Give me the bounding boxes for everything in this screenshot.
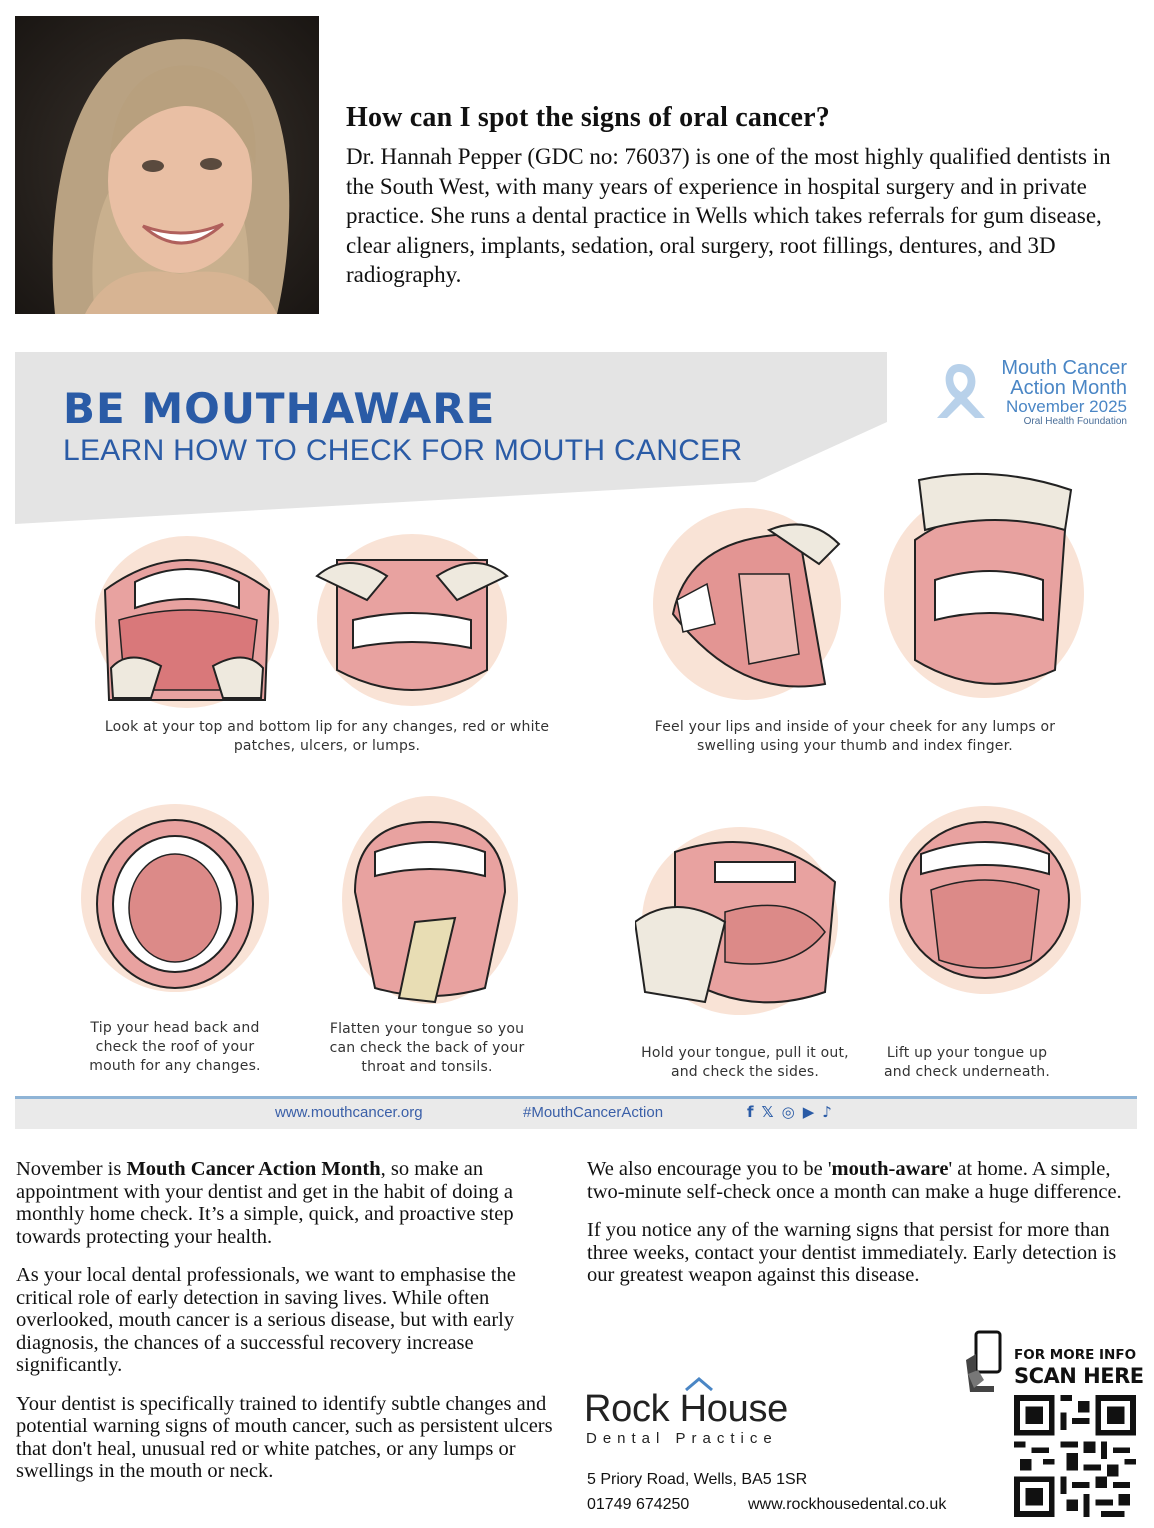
step-5-caption: Hold your tongue, pull it out, and check the sides. [641, 1045, 849, 1080]
tongue-side-illustration [635, 822, 845, 1020]
paragraph-action-month: November is Mouth Cancer Action Month, so make an appointment with your dentist and get in the habit of doing a monthly home check. It’s a simple, quick, and proactive step towards protecting your health. [16, 1158, 514, 1248]
qr-code[interactable] [1014, 1395, 1136, 1517]
lower-lip-check-illustration [89, 530, 285, 710]
mouthcancer-website-link[interactable]: www.mouthcancer.org [275, 1104, 423, 1121]
campaign-line-2: Action Month [1010, 377, 1127, 399]
article-title: How can I spot the signs of oral cancer? [346, 102, 830, 133]
campaign-line-3: November 2025 [1006, 397, 1127, 416]
lip-feel-illustration [875, 470, 1093, 704]
poster-footer [15, 1099, 1137, 1129]
cheek-check-illustration [649, 504, 845, 704]
practice-phone[interactable]: 01749 674250 [587, 1496, 690, 1513]
poster-subtitle: LEARN HOW TO CHECK FOR MOUTH CANCER [63, 434, 743, 467]
campaign-logo [927, 356, 1127, 428]
upper-lip-check-illustration [307, 520, 517, 710]
mouthaware-poster [15, 352, 1137, 1132]
practice-website-link[interactable]: www.rockhousedental.co.uk [748, 1496, 947, 1513]
paragraph-contact-dentist: If you notice any of the warning signs that persist for more than three weeks, contact your dentist immediately. Early detection is our greatest weapon against this disease. [587, 1219, 1117, 1286]
step-2-caption: Feel your lips and inside of your cheek for any lumps or swelling using your thumb and index finger. [654, 719, 1056, 754]
dentist-bio: Dr. Hannah Pepper (GDC no: 76037) is one of the most highly qualified dentists in the South West, with many years of experience in hospital surgery and in private practice. She runs a dental practice in Wells which takes referrals for gum disease, clear aligners, implants, sedation, oral surgery, root fillings, dentures, and 3D radiography. [346, 144, 1111, 287]
campaign-line-4: Oral Health Foundation [1023, 416, 1127, 427]
x-icon[interactable]: 𝕏 [761, 1103, 774, 1121]
practice-logo [584, 1376, 824, 1456]
step-6-caption: Lift up your tongue up and check underneath. [883, 1045, 1051, 1080]
practice-address: 5 Priory Road, Wells, BA5 1SR [587, 1471, 808, 1488]
tiktok-icon[interactable]: ♪ [822, 1103, 832, 1121]
social-icons [747, 1103, 832, 1121]
awareness-ribbon-icon [929, 358, 993, 420]
scan-instruction: SCAN HERE [1014, 1364, 1144, 1388]
youtube-icon[interactable]: ▶ [802, 1103, 815, 1121]
practice-tagline: Dental Practice [586, 1430, 778, 1447]
paragraph-warning-signs: Your dentist is specifically trained to identify subtle changes and potential warning signs of mouth cancer, such as persistent ulcers that don't heal, unusual red or white patches, or any lumps or swellings in the mouth or neck. [16, 1392, 553, 1482]
step-4-caption: Flatten your tongue so you can check the back of your throat and tonsils. [329, 1021, 525, 1075]
throat-check-illustration [335, 792, 525, 1012]
under-tongue-illustration [881, 800, 1089, 1000]
article-right-column [587, 1158, 1139, 1303]
campaign-hashtag: #MouthCancerAction [523, 1104, 664, 1121]
facebook-icon[interactable]: f [747, 1103, 754, 1121]
poster-title: BE MOUTHAWARE [63, 384, 496, 433]
practice-name: Rock House [584, 1388, 788, 1430]
dentist-portrait [15, 16, 319, 314]
paragraph-early-detection: As your local dental professionals, we want to emphasise the critical role of early detection in saving lives. While often overlooked, mouth cancer is a serious disease, but with early diagnosis, the chances of a successful recovery increase significantly. [16, 1264, 516, 1376]
step-1-caption: Look at your top and bottom lip for any changes, red or white patches, ulcers, or lumps. [104, 719, 550, 754]
article-left-column [16, 1158, 564, 1499]
scan-heading: FOR MORE INFO [1014, 1347, 1137, 1363]
instagram-icon[interactable]: ◎ [781, 1103, 795, 1121]
roof-of-mouth-illustration [77, 800, 273, 996]
paragraph-mouth-aware: We also encourage you to be 'mouth-aware' at home. A simple, two-minute self-check once a month can make a huge difference. [587, 1158, 1122, 1203]
campaign-line-1: Mouth Cancer [1001, 357, 1127, 379]
phone-in-hand-icon [964, 1330, 1006, 1392]
step-3-caption: Tip your head back and check the roof of your mouth for any changes. [89, 1020, 261, 1074]
